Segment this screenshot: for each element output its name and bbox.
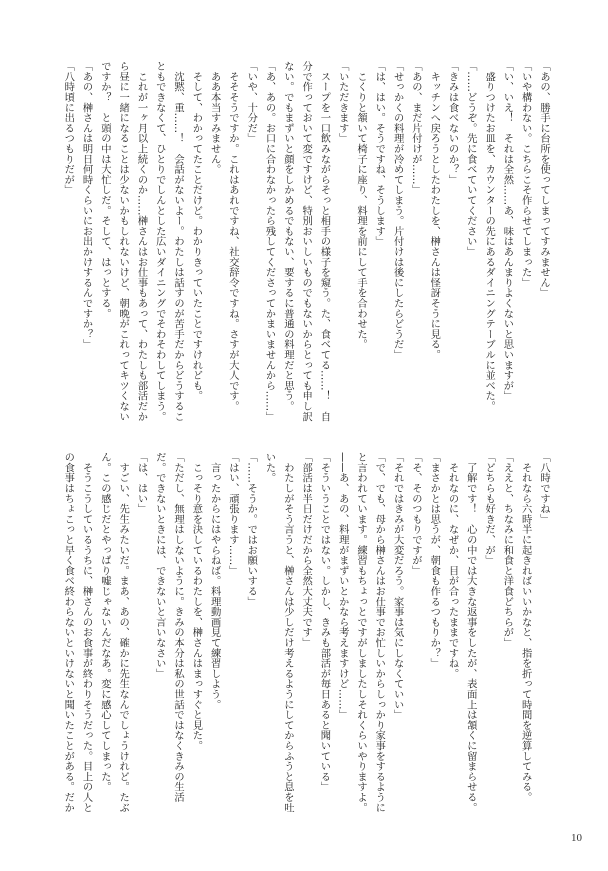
text-block-bottom xyxy=(59,452,553,832)
text-block-top xyxy=(59,61,553,431)
text-line: 「いただきます」 xyxy=(336,61,349,144)
text-line: 言ったからにはやらねば。料理動画見て練習しよう。 xyxy=(208,452,221,710)
text-line: それなら六時半に起きればいいかなと、指を折って時間を逆算してみる。 xyxy=(519,452,532,803)
text-line: それなのに、なぜか、目が合ったままですね。 xyxy=(446,452,459,679)
text-line: キッチンへ戻ろうとしたわたしを、榊さんは怪訝そうに見る。 xyxy=(428,61,441,360)
text-line: 「まさかとは思うが、朝食も作るつもりか？」 xyxy=(428,452,441,669)
text-line: ら昼に一緒になることは少ないかもしれないけど、朝晩がこれってキツくない xyxy=(117,61,130,422)
text-line: これが一ヶ月以上続くのか……榊さんはお仕事もあって、わたしも部活だか xyxy=(135,61,148,422)
text-line: 「はい、頑張ります……」 xyxy=(226,452,239,576)
text-line: の食事はちょこっと早く食べ終わらないといけないと聞いたことがある。だか xyxy=(62,452,75,813)
text-line: 「それではきみが大変だろう。家事は気にしなくていい」 xyxy=(391,452,404,720)
text-line: そして、わかってたことだけど。わかりきっていたことですけれども。 xyxy=(190,61,203,401)
text-line: ない。でもまずいと顔をしかめるでもない、要するに普通の料理だと思う。 xyxy=(281,61,294,412)
text-line: そそそうですか。これはあれですね、社交辞令ですね。さすが大人です。 xyxy=(226,61,239,412)
text-line: 「い、いえ！ それは全然……あ、味はあんまりよくないと思いますが」 xyxy=(501,61,514,401)
text-line: ああ本当すみません。 xyxy=(208,61,221,175)
text-line: 「は、はい。そうですね、そうします」 xyxy=(373,61,386,247)
text-line: わたしがそう言うと、榊さんは少しだけ考えるようにしてからふうと息を吐 xyxy=(281,452,294,813)
text-line: 「そういうことではない。しかし、きみも部活が毎日あると聞いている」 xyxy=(318,452,331,792)
text-line: 「あ、あの。お口に合わなかったら残してくださってかまいませんから……」 xyxy=(263,61,276,422)
text-line: いた。 xyxy=(263,452,276,483)
text-line: 沈黙、重……！ 会話がないよー。わたしは話すのが苦手だからどうするこ xyxy=(172,61,185,422)
text-line: 「そ、そのつもりですが」 xyxy=(409,452,422,576)
text-line: 盛りつけたお皿を、カウンターの先にあるダイニングテーブルに並べた。 xyxy=(483,61,496,412)
text-line: ん。この感じだとやっぱり嘘じゃないんだなあ。変に感心してしまった。 xyxy=(98,452,111,792)
text-line: 「は、はい」 xyxy=(135,452,148,514)
text-line: ですか？ と頭の中は大忙しだ。そして、はっとする。 xyxy=(98,61,111,319)
text-line: 「あの、勝手に台所を使ってしまってすみません」 xyxy=(538,61,550,298)
text-line: こくりと頷いて椅子に座り、料理を前にして手を合わせた。 xyxy=(355,61,368,350)
text-line: こっそり意を決しているわたしを、榊さんはまっすぐと見た。 xyxy=(190,452,203,751)
text-line: 「……どうぞ。先に食べていてください」 xyxy=(464,61,477,257)
text-line: 「どちらも好きだ、が」 xyxy=(483,452,496,566)
text-line: 「八時頃に出るつもりだが」 xyxy=(62,61,75,195)
text-line: すごい、先生みたいだ。まあ、あの、確かに先生なんでしょうけれど。たぶ xyxy=(117,452,130,813)
text-line: 「あの、榊さんは明日何時くらいにお出かけするんですか？」 xyxy=(80,61,93,350)
text-line: 「で、でも、母から榊さんはお仕事でお忙しいからしっかり家事をするように xyxy=(373,452,386,813)
text-line: だ。できないときには、できないと言いなさい」 xyxy=(153,452,166,679)
text-line: と言われています。練習もちょっとですがしましたしそれくらいやりますよ。 xyxy=(355,452,368,813)
text-line: ——あ、あの、料理がまずいとかなら考えますけど……」 xyxy=(336,452,349,720)
text-line: 「いや、十分だ」 xyxy=(245,61,258,144)
text-line: 「せっかくの料理が冷めてしまう。片付けは後にしたらどうだ」 xyxy=(391,61,404,360)
text-line: 「部活は半日だけだから全然大丈夫です」 xyxy=(300,452,313,648)
text-line: 「……そうか。ではお願いする」 xyxy=(245,452,258,607)
text-line: 「八時ですね」 xyxy=(538,452,550,525)
text-line: 分で作っておいて変ですけど、特別おいしいものでもないからとっても申し訳 xyxy=(300,61,313,422)
text-line: 「ただし、無理はしないように。きみの本分は私の世話ではなくきみの生活 xyxy=(172,452,185,803)
text-line: 「ええと、ちなみに和食と洋食どちらが」 xyxy=(501,452,514,648)
text-line: ともできなくて、ひとりでしんとした広いダイニングでそわそわしてしまう。 xyxy=(153,61,166,422)
text-line: 「きみは食べないのか？」 xyxy=(446,61,459,185)
text-line: そうこうしているうちに、榊さんのお食事が終わりそうだった。目上の人と xyxy=(80,452,93,813)
text-line: 「あの、まだ片付けが……」 xyxy=(409,61,422,195)
page-number: 10 xyxy=(571,832,582,844)
text-line: 了解です！ 心の中では大きな返事をしたが、表面上は頷くに留まらせる。 xyxy=(464,452,477,813)
text-line: スープを一口飲みながらそっと相手の様子を窺う。た、食べてる……！ 自 xyxy=(318,61,331,422)
text-line: 「いや構わない。こちらこそ作らせてしまった」 xyxy=(519,61,532,288)
